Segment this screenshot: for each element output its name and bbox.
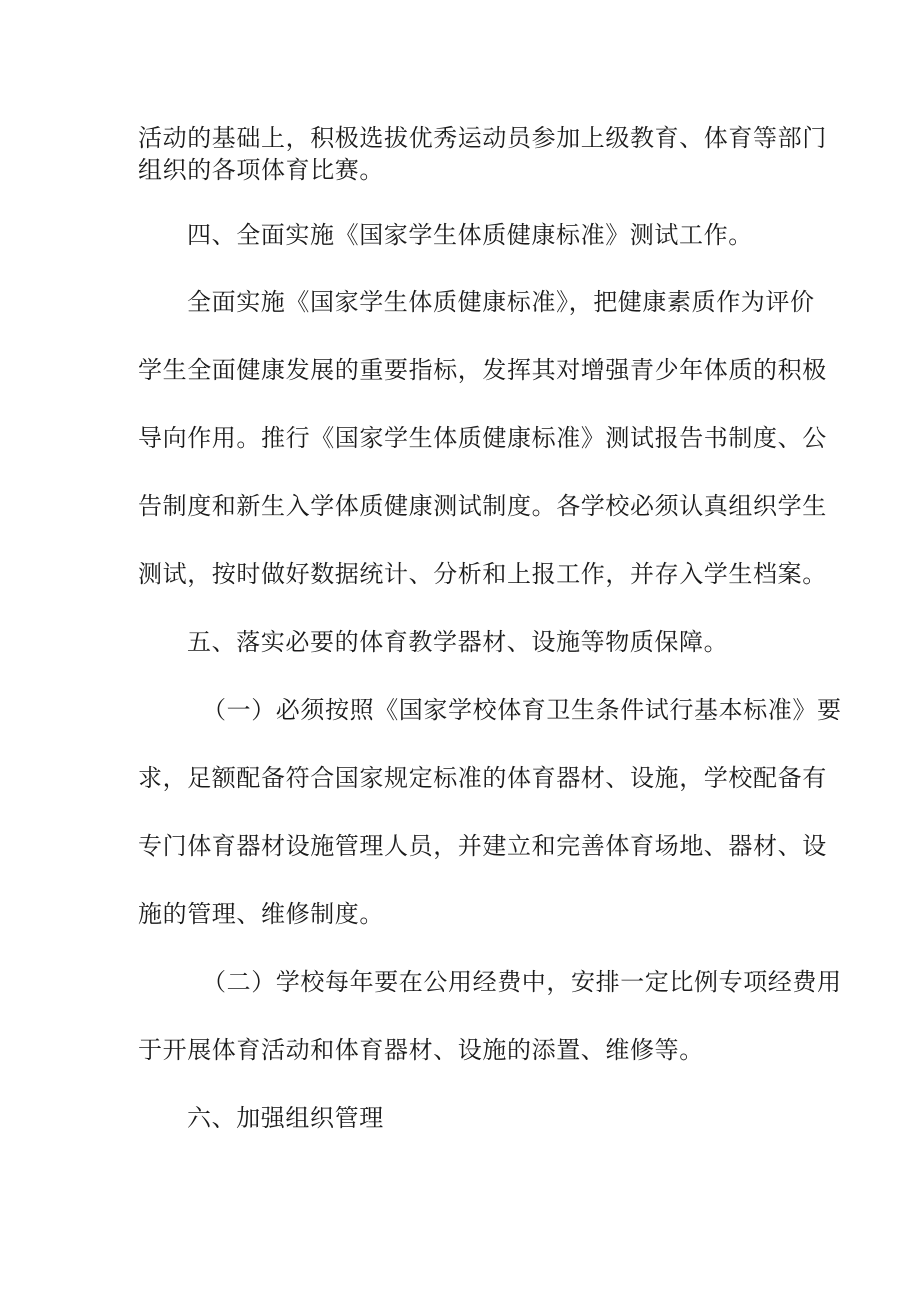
paragraph-line: 告制度和新生入学体质健康测试制度。各学校必须认真组织学生 [138, 492, 827, 520]
paragraph-line: （一）必须按照《国家学校体育卫生条件试行基本标准》要 [202, 696, 842, 724]
paragraph-line: 求，足额配备符合国家规定标准的体育器材、设施，学校配备有 [138, 764, 827, 792]
paragraph-line: 全面实施《国家学生体质健康标准》，把健康素质作为评价 [187, 288, 815, 316]
paragraph-line: 学生全面健康发展的重要指标，发挥其对增强青少年体质的积极 [138, 356, 827, 384]
paragraph-line: 活动的基础上，积极选拔优秀运动员参加上级教育、体育等部门 [138, 124, 827, 152]
section-heading-4: 四、全面实施《国家学生体质健康标准》测试工作。 [187, 221, 753, 249]
paragraph-line: 测试，按时做好数据统计、分析和上报工作，并存入学生档案。 [138, 560, 827, 588]
paragraph-line: 组织的各项体育比赛。 [138, 156, 384, 184]
paragraph-line: 施的管理、维修制度。 [138, 900, 384, 928]
paragraph-line: 专门体育器材设施管理人员，并建立和完善体育场地、器材、设 [138, 832, 827, 860]
paragraph-line: 于开展体育活动和体育器材、设施的添置、维修等。 [138, 1036, 704, 1064]
section-heading-5: 五、落实必要的体育教学器材、设施等物质保障。 [187, 628, 729, 656]
paragraph-line: 导向作用。推行《国家学生体质健康标准》测试报告书制度、公 [138, 424, 827, 452]
section-heading-6: 六、加强组织管理 [187, 1104, 384, 1132]
paragraph-line: （二）学校每年要在公用经费中，安排一定比例专项经费用 [202, 968, 842, 996]
